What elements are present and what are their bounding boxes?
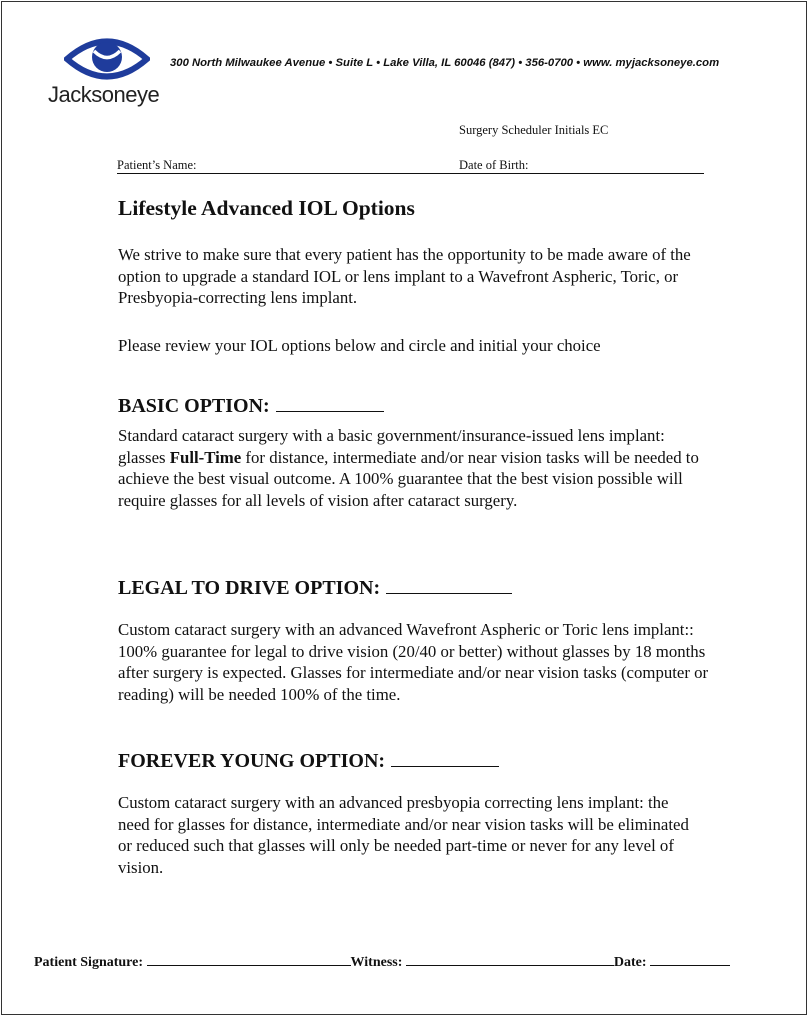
patient-info-line <box>117 158 704 174</box>
patient-signature-label: Patient Signature: <box>34 955 144 970</box>
witness-label: Witness: <box>350 955 403 970</box>
patient-signature-blank[interactable] <box>147 964 351 966</box>
intro-paragraph: We strive to make sure that every patient has the opportunity to be made aware of the option to upgrade a standard IOL or lens implant to a Wavefront Aspheric, Toric, or Presbyopia-correcting lens implant. <box>118 245 691 308</box>
forever-option-heading <box>118 750 499 773</box>
signature-line <box>34 955 730 971</box>
basic-text-part1: Standard cataract surgery with a basic government/insurance-issued lens implant: glasses <box>118 426 665 467</box>
basic-text-bold: Full-Time <box>169 447 242 467</box>
witness-blank[interactable] <box>406 964 614 966</box>
legal-option-text: Custom cataract surgery with an advanced Wavefront Aspheric or Toric lens implant:: 100% guarantee for legal to drive vision (20/40 or better) without glasses by 18 months after surgery is expected. Glasses for intermediate and/or near vision tasks (computer or reading) will be needed 100% of the time. <box>118 620 709 704</box>
date-of-birth-label: Date of Birth: <box>459 158 529 172</box>
date-blank[interactable] <box>650 964 730 966</box>
instructions-paragraph: Please review your IOL options below and circle and initial your choice <box>118 336 601 355</box>
forever-option-label: FOREVER YOUNG OPTION: <box>118 750 386 772</box>
scheduler-initials: Surgery Scheduler Initials EC <box>459 123 609 137</box>
legal-option-heading <box>118 577 512 600</box>
practice-address: 300 North Milwaukee Avenue • Suite L • Lake Villa, IL 60046 (847) • 356-0700 • www. myjacksoneye.com <box>170 57 720 69</box>
forever-option-initial-blank[interactable] <box>391 764 499 767</box>
eye-logo-icon <box>64 36 150 82</box>
basic-text-part2: for distance, intermediate and/or near vision tasks will be needed to achieve the best visual outcome. A 100% guarantee that the best vision possible will require glasses for all levels of vision after cataract surgery. <box>118 447 699 510</box>
logo-text: Jacksoneye <box>48 82 160 107</box>
basic-option-text <box>118 425 708 511</box>
basic-option-initial-blank[interactable] <box>276 409 384 412</box>
patient-name-label: Patient’s Name: <box>117 158 197 172</box>
legal-option-initial-blank[interactable] <box>386 591 512 594</box>
jacksoneye-logo <box>48 36 170 106</box>
page-title: Lifestyle Advanced IOL Options <box>118 196 415 220</box>
basic-option-label: BASIC OPTION: <box>118 395 270 417</box>
legal-option-label: LEGAL TO DRIVE OPTION: <box>118 577 381 599</box>
date-label: Date: <box>613 955 647 970</box>
forever-option-text: Custom cataract surgery with an advanced presbyopia correcting lens implant: the need for glasses for distance, intermediate and/or near vision tasks will be eliminated or reduced such that glasses will only be needed part-time or never for any level of vision. <box>118 793 689 877</box>
basic-option-heading <box>118 395 384 418</box>
